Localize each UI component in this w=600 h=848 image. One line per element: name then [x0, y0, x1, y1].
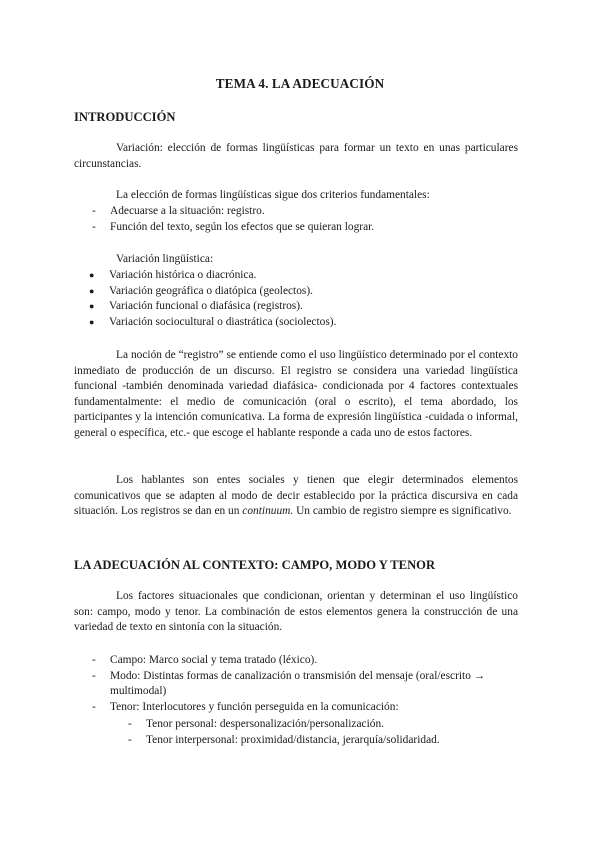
bullet-icon: ● — [89, 316, 95, 327]
intro-paragraph-hablantes: Los hablantes son entes sociales y tienen que elegir determinados elementos comunicativos que se adapten al modo de decir establecido por la práctica discursiva en cada situación. Los registros se dan en un continuum. Un cambio de registro siempre es significativo. — [74, 474, 518, 518]
list-item: - Adecuarse a la situación: registro. — [92, 204, 522, 220]
bullet-icon: ● — [89, 301, 95, 312]
intro-paragraph-registro: La noción de “registro” se entiende como el uso lingüístico determinado por el contexto inmediato de producción de un discurso. El registro se considera una variedad lingüística funcional -también denominada variedad diafásica- condicionada por 4 factores contextuales fundamentalmente: el medio de comunicación (oral o escrito), el tema abordado, los participantes y la intención comunicativa. La forma de expresión lingüística -cuidada o informal, general o específica, etc.- que escoge el hablante responde a cada uno de estos factores. — [74, 349, 518, 439]
factors-list — [92, 653, 522, 715]
dash-marker: - — [92, 669, 96, 682]
dash-marker: - — [128, 733, 132, 746]
intro-paragraph-1: Variación: elección de formas lingüísticas para formar un texto en unas particulares circunstancias. — [74, 142, 518, 170]
criteria-lead: La elección de formas lingüísticas sigue dos criterios fundamentales: — [116, 189, 430, 201]
list-item: - Tenor: Interlocutores y función perseguida en la comunicación: — [92, 700, 522, 716]
criteria-list — [92, 204, 522, 235]
list-item: ● Variación geográfica o diatópica (geolectos). — [88, 284, 518, 300]
list-item: - Campo: Marco social y tema tratado (léxico). — [92, 653, 522, 669]
list-item: ● Variación funcional o diafásica (registros). — [88, 299, 518, 315]
section-heading-intro: INTRODUCCIÓN — [74, 110, 176, 124]
list-item: - Tenor personal: despersonalización/personalización. — [128, 717, 528, 733]
list-item: - Tenor interpersonal: proximidad/distancia, jerarquía/solidaridad. — [128, 733, 528, 749]
dash-marker: - — [92, 205, 96, 217]
list-item: ● Variación sociocultural o diastrática (sociolectos). — [88, 315, 518, 331]
context-paragraph-1: Los factores situacionales que condicionan, orientan y determinan el uso lingüístico son: campo, modo y tenor. La combinación de estos elementos genera la construcción de una variedad de texto en sintonía con la situación. — [74, 590, 518, 634]
bullet-icon: ● — [89, 285, 95, 296]
dash-marker: - — [128, 718, 132, 730]
list-item: ● Variación histórica o diacrónica. — [88, 268, 518, 284]
continuum-emphasis: continuum. — [242, 505, 294, 518]
dash-marker: - — [92, 220, 96, 233]
list-item: - Función del texto, según los efectos que se quieran lograr. — [92, 220, 522, 236]
tenor-sub-list — [128, 717, 528, 748]
variation-list — [88, 268, 518, 330]
list-item: - Modo: Distintas formas de canalización o transmisión del mensaje (oral/escrito → multimodal) — [92, 669, 486, 698]
section-heading-context: LA ADECUACIÓN AL CONTEXTO: CAMPO, MODO Y TENOR — [74, 558, 436, 572]
variation-lead: Variación lingüística: — [116, 253, 214, 265]
dash-marker: - — [92, 700, 96, 713]
bullet-icon: ● — [89, 270, 95, 280]
page-title: TEMA 4. LA ADECUACIÓN — [215, 76, 385, 91]
dash-marker: - — [92, 654, 96, 666]
